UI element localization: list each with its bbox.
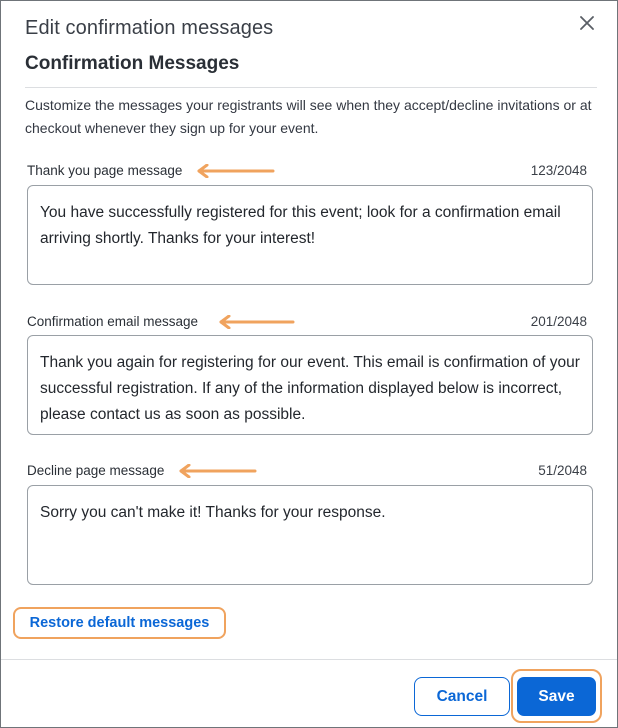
arrow-left-icon <box>219 315 295 329</box>
confirmation-email-count: 201/2048 <box>530 314 587 329</box>
confirmation-email-label: Confirmation email message <box>27 314 199 329</box>
restore-default-messages-link[interactable]: Restore default messages <box>13 607 226 639</box>
thank-you-label: Thank you page message <box>27 163 183 178</box>
arrow-left-icon <box>179 464 257 478</box>
dialog-title: Edit confirmation messages <box>25 17 274 39</box>
decline-page-label: Decline page message <box>27 463 165 478</box>
section-title: Confirmation Messages <box>25 53 240 74</box>
close-button[interactable] <box>575 11 599 35</box>
cancel-button[interactable]: Cancel <box>414 677 510 716</box>
save-button[interactable]: Save <box>517 677 596 716</box>
thank-you-count: 123/2048 <box>530 163 587 178</box>
confirmation-email-textarea[interactable]: Thank you again for registering for our event. This email is confirmation of your successful registration. If any of the information displayed below is incorrect, please contact us as soon as possible. <box>27 335 593 435</box>
close-icon <box>580 16 594 30</box>
section-divider <box>25 87 597 88</box>
decline-page-count: 51/2048 <box>538 463 587 478</box>
arrow-left-icon <box>197 164 275 178</box>
decline-page-textarea[interactable]: Sorry you can't make it! Thanks for your response. <box>27 485 593 585</box>
section-description: Customize the messages your registrants will see when they accept/decline invitations or at checkout whenever they sign up for your event. <box>25 97 592 136</box>
footer-divider <box>1 659 617 660</box>
thank-you-textarea[interactable]: You have successfully registered for this event; look for a confirmation email arriving shortly. Thanks for your interest! <box>27 185 593 285</box>
